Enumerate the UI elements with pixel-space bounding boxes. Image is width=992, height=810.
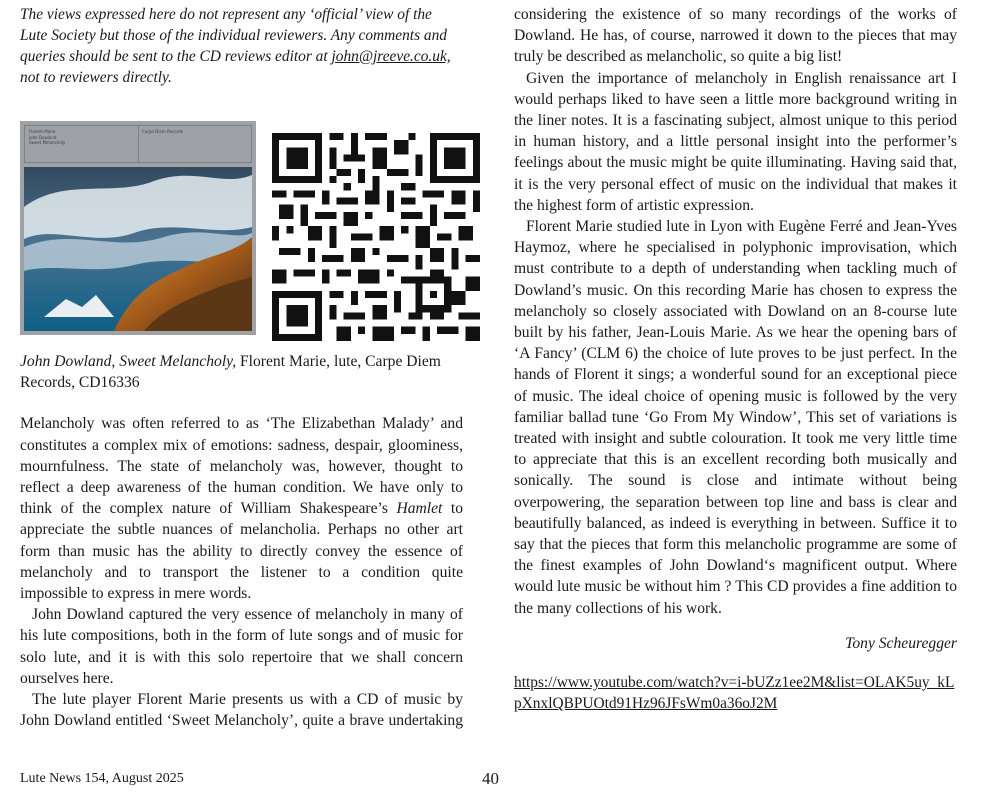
review-images xyxy=(20,121,463,335)
hamlet-title: Hamlet xyxy=(396,500,443,518)
paragraph-1 xyxy=(20,413,463,604)
youtube-link[interactable]: https://www.youtube.com/watch?v=i-bUZz1ee2M&list=OLAK5uy_kLpXnxlQBPUOtd91Hz96JFsWm0a36oJ2M xyxy=(514,674,955,713)
disclaimer-text: The views expressed here do not represent any ‘official’ view of the Lute Society but those of the individual reviewers. Any comments and queries should be sent to the CD reviews editor at xyxy=(20,6,448,65)
footer-publication: Lute News 154, August 2025 xyxy=(20,771,184,786)
album-cover-landscape xyxy=(24,167,252,331)
qr-code xyxy=(272,133,480,341)
paragraph-3-start xyxy=(20,689,463,731)
page-number: 40 xyxy=(482,769,499,788)
right-column xyxy=(514,4,957,714)
album-caption xyxy=(20,351,463,393)
album-cover-header xyxy=(24,125,252,163)
paragraph-3-continued xyxy=(514,4,957,68)
left-column xyxy=(20,4,463,731)
reviewer-signature: Tony Scheuregger xyxy=(845,634,957,652)
paragraph-1-text-end: to appreciate the subtle nuances of melancholia. Perhaps no other art form than music has the ability to directly convey the essence of melancholy and to transport the listener to a condition quite impossible to express in mere words. xyxy=(20,500,464,603)
disclaimer-text-end: not to reviewers directly. xyxy=(20,69,172,86)
album-details: Florent Marie, lute, Carpe Diem Records, CD16336 xyxy=(20,353,441,392)
paragraph-4: Given the importance of melancholy in English renaissance art I would perhaps liked to have seen a little more background writing in the liner notes. It is a fascinating subject, almost unique to this period in human history, and a little personal insight into the performer’s feelings about the music might be quite illuminating. Having said that, it is the very personal effect of music on the individual that makes it the highest form of artistic expression. xyxy=(514,69,957,214)
album-title: John Dowland, Sweet Melancholy, xyxy=(20,353,237,370)
youtube-link-paragraph xyxy=(514,672,957,714)
paragraph-2: John Dowland captured the very essence of melancholy in many of his lute compositions, both in the form of lute songs and of music for solo lute, and it is with this solo repertoire that we shall concern ourselves here. xyxy=(20,606,463,687)
paragraph-1-text: Melancholy was often referred to as ‘The Elizabethan Malady’ and constitutes a complex mix of emotions: sadness, despair, gloominess, mournfulness. The state of melancholy was, however, thought to reflect a deep awareness of the human condition. We have only to think of the complex nature of William Shakespeare’s xyxy=(20,415,463,518)
disclaimer xyxy=(20,4,463,88)
editor-email-link[interactable]: john@jreeve.co.uk, xyxy=(331,48,451,65)
paragraph-5: Florent Marie studied lute in Lyon with Eugène Ferré and Jean-Yves Haymoz, where he specialised in polyphonic improvisation, which must contribute to a depth of understanding when tackling much of Dowland’s music. On this recording Marie has chosen to express the melancholy so closely associated with Dowland on an 8-course lute built by his father, Jean-Louis Marie. As we hear the opening bars of ‘A Fancy’ (CLM 6) the choice of lute proves to be just perfect. In the hands of Florent it sings; a wonderful sound for an exceptional piece of music. The ideal choice of opening music is followed by the very familiar ballad tune ‘Go From My Window’, This set of variations is treated with insight and subtle colouration. It took me very little time to appreciate that this is an excellent recording both musically and sonically. The sound is close and intimate without being overpowering, the separation between top line and bass is clear and beautifully balanced, as indeed is everything in between. Suffice it to say that the pieces that form this melancholic programme are some of the finest examples of John Dowland‘s magnificent output. Where would lute music be without him ? This CD provides a fine addition to the many collections of his work. xyxy=(514,218,957,617)
album-cover xyxy=(20,121,256,335)
paragraph-3-text: The lute player Florent Marie presents us with a CD of music by John Dowland entitled ‘Sweet Melancholy’, quite a brave undertaking xyxy=(20,691,463,730)
album-cover-header-left: Florent Marie John Dowland Sweet Melancholy xyxy=(29,129,66,145)
review-body-left xyxy=(20,413,463,731)
album-cover-header-right: Carpe Diem Records xyxy=(142,129,183,134)
paragraph-3-continued-text: considering the existence of so many recordings of the works of Dowland. He has, of course, narrowed it down to the pieces that may truly be described as melancholic, so quite a big list! xyxy=(514,6,957,66)
